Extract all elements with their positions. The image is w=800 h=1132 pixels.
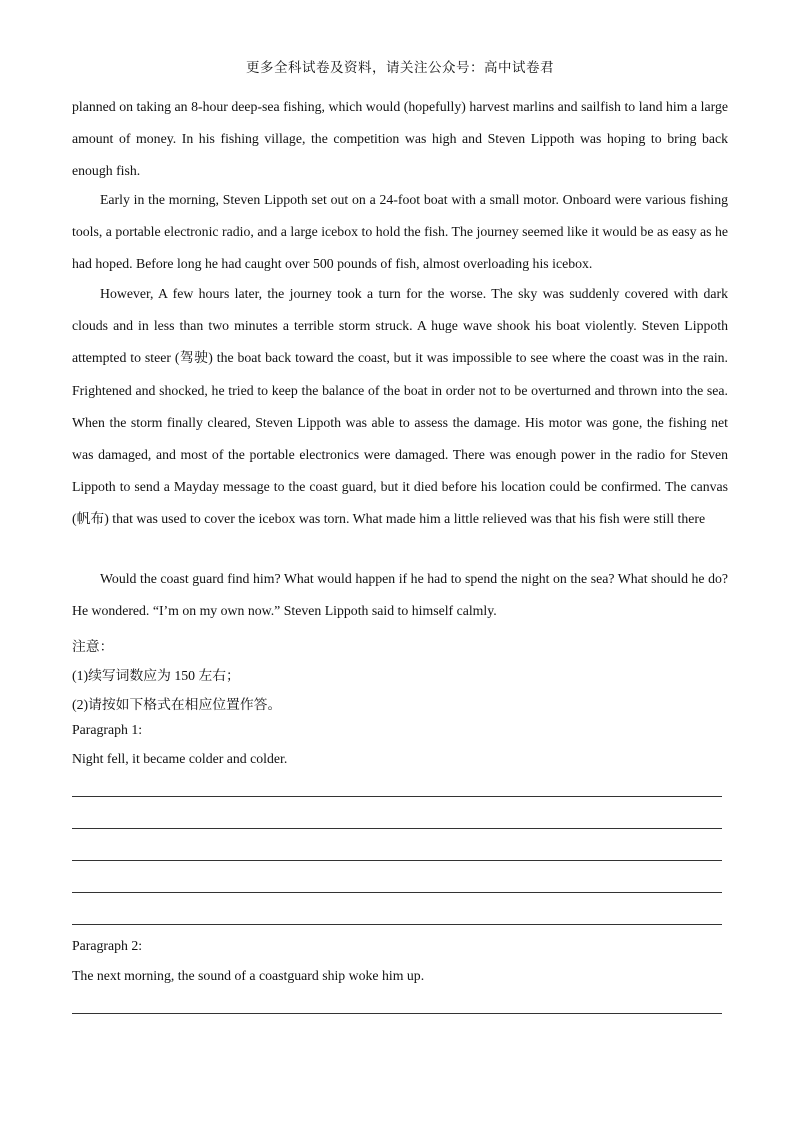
instruction-word-count: (1)续写词数应为 150 左右； [72, 668, 240, 683]
story-paragraph-1: Early in the morning, Steven Lippoth set out on a 24-foot boat with a small motor. Onboard were various fishing tools, a portable electronic radio, and a large icebox to hold the fish. The journey seemed like it would be as easy as he had hoped. Before long he had caught over 500 pounds of fish, almost overloading his icebox. [72, 192, 728, 272]
answer-line[interactable] [72, 924, 722, 925]
instruction-format: (2)请按如下格式在相应位置作答。 [72, 697, 282, 712]
story-paragraph-3: Would the coast guard find him? What would happen if he had to spend the night on the sea? What should he do? He wondered. “I’m on my own now.” Steven Lippoth said to himself calmly. [72, 571, 728, 619]
paragraph-1-label: Paragraph 1: [72, 722, 143, 737]
answer-line[interactable] [72, 1013, 722, 1014]
paragraph-2-label: Paragraph 2: [72, 938, 143, 953]
answer-line[interactable] [72, 828, 722, 829]
answer-line[interactable] [72, 892, 722, 893]
paragraph-2-opening: The next morning, the sound of a coastguard ship woke him up. [72, 968, 425, 983]
answer-line[interactable] [72, 796, 722, 797]
instructions-title: 注意： [72, 639, 114, 654]
story-paragraph-2: However, A few hours later, the journey took a turn for the worse. The sky was suddenly covered with dark clouds and in less than two minutes a terrible storm struck. A huge wave shook his boat violently. Steven Lippoth attempted to steer (驾驶) the boat back toward the coast, but it was impossible to see where the coast was in the rain. Frightened and shocked, he tried to keep the balance of the boat in order not to be overturned and thrown into the sea. When the storm finally cleared, Steven Lippoth was able to assess the damage. His motor was gone, the fishing net was damaged, and most of the portable electronics were damaged. There was enough power in the radio for Steven Lippoth to send a Mayday message to the coast guard, but it died before his location could be confirmed. The canvas (帆布) that was used to cover the icebox was torn. What made him a little relieved was that his fish were still there [72, 286, 728, 527]
answer-line[interactable] [72, 860, 722, 861]
story-paragraph-0: planned on taking an 8-hour deep-sea fishing, which would (hopefully) harvest marlins and sailfish to land him a large amount of money. In his fishing village, the competition was high and Steven Lippoth was hoping to bring back enough fish. [72, 99, 728, 179]
paragraph-1-opening: Night fell, it became colder and colder. [72, 751, 288, 766]
header-notice: 更多全科试卷及资料，请关注公众号：高中试卷君 [246, 60, 554, 75]
